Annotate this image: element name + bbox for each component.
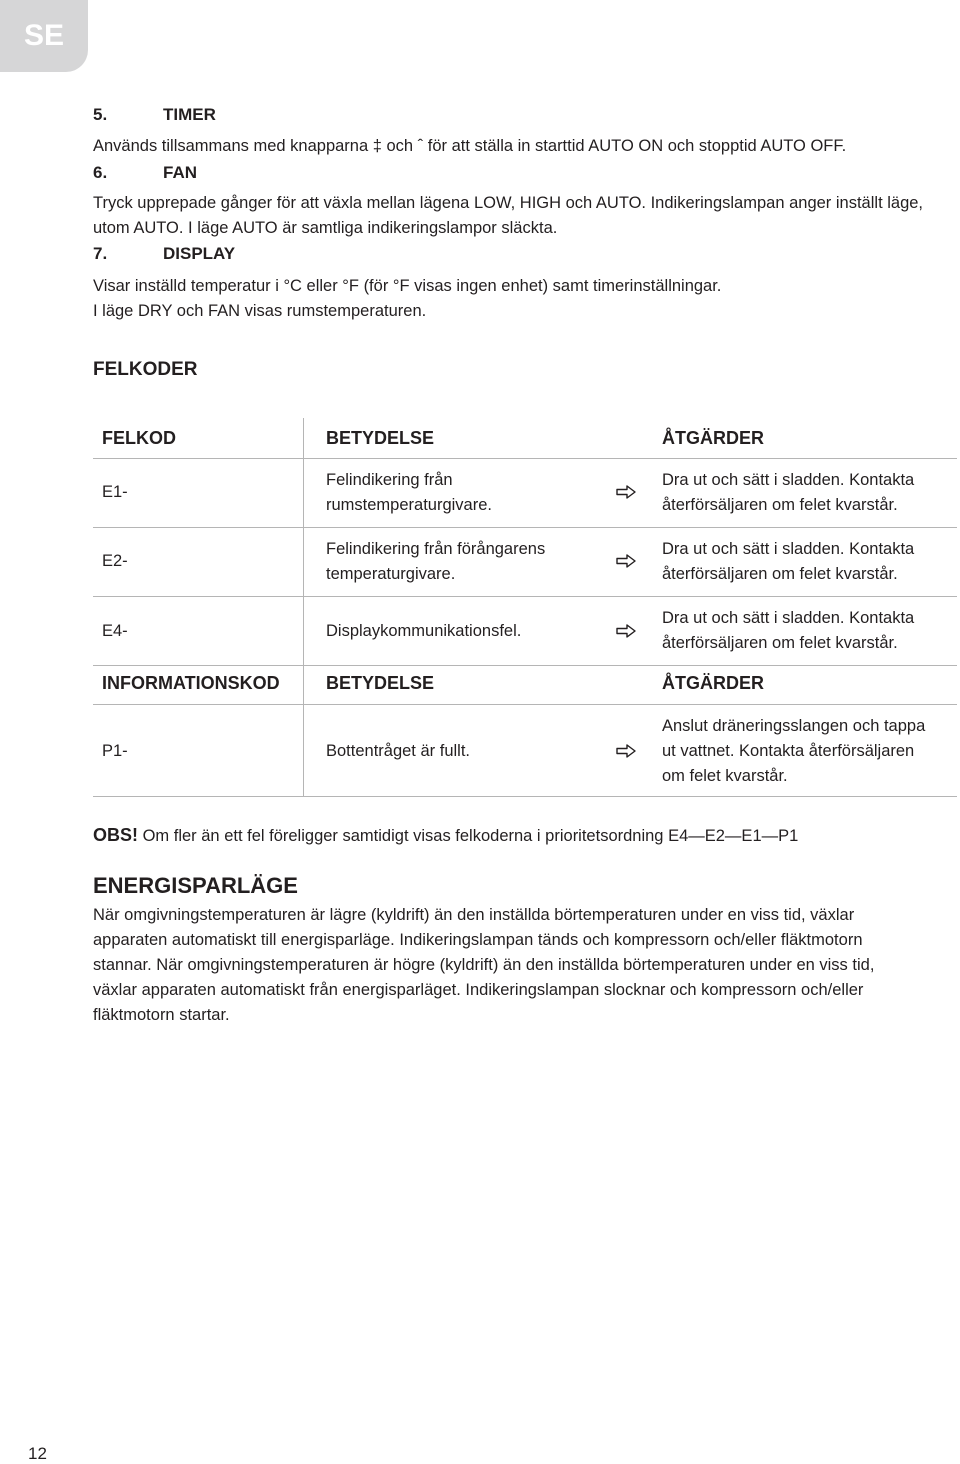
row-e1-code: E1- — [102, 483, 128, 501]
row-e1-action-line2: återförsäljaren om felet kvarstår. — [662, 496, 898, 514]
energy-line3: stannar. När omgivningstemperaturen är högre (kyldrift) än den inställda börtemperaturen under en viss tid, — [93, 956, 875, 974]
section7-line1: Visar inställd temperatur i °C eller °F (för °F visas ingen enhet) samt timerinställningar. — [93, 277, 722, 295]
header-atgarder-info: ÅTGÄRDER — [662, 673, 764, 693]
energy-heading: ENERGISPARLÄGE — [93, 873, 298, 898]
energy-line4: växlar apparaten automatiskt från energisparläget. Indikeringslampan slocknar och kompressorn och/eller — [93, 981, 864, 999]
section6-number: 6. — [93, 163, 108, 182]
section7-title: DISPLAY — [163, 244, 236, 263]
arrow-right-icon — [616, 554, 636, 568]
section5-number: 5. — [93, 105, 108, 124]
section6-title: FAN — [163, 163, 197, 182]
header-informationskod: INFORMATIONSKOD — [102, 673, 280, 693]
row-e4-code: E4- — [102, 622, 128, 640]
row-p1-meaning: Bottentråget är fullt. — [326, 742, 470, 760]
header-atgarder: ÅTGÄRDER — [662, 428, 764, 448]
row-p1-action-line2: ut vattnet. Kontakta återförsäljaren — [662, 742, 915, 760]
section5-title: TIMER — [163, 105, 216, 124]
obs-note — [93, 825, 798, 846]
row-p1-code: P1- — [102, 742, 128, 760]
table-column-divider — [303, 418, 304, 797]
section5-text: Används tillsammans med knapparna ‡ och ˆ för att ställa in starttid AUTO ON och stopptid AUTO OFF. — [93, 137, 847, 155]
energy-line2: apparaten automatiskt till energisparläge. Indikeringslampan tänds och kompressorn och/eller fläktmotorn — [93, 931, 863, 949]
table-row-rule — [93, 596, 957, 597]
table-bottom-rule — [93, 796, 957, 797]
row-p1-action-line3: om felet kvarstår. — [662, 767, 788, 785]
row-e4-action-line2: återförsäljaren om felet kvarstår. — [662, 634, 898, 652]
section6-line2: utom AUTO. I läge AUTO är samtliga indikeringslampor släckta. — [93, 219, 558, 237]
row-e1-action-line1: Dra ut och sätt i sladden. Kontakta — [662, 471, 915, 489]
row-e1-meaning-line1: Felindikering från — [326, 471, 453, 489]
obs-text: Om fler än ett fel föreligger samtidigt visas felkoderna i prioritetsordning E4—E2—E1—P1 — [138, 827, 799, 845]
energy-line1: När omgivningstemperaturen är lägre (kyldrift) än den inställda börtemperaturen under en viss tid, växlar — [93, 906, 855, 924]
row-e2-meaning-line2: temperaturgivare. — [326, 565, 456, 583]
arrow-right-icon — [616, 744, 636, 758]
arrow-right-icon — [616, 485, 636, 499]
header-betydelse: BETYDELSE — [326, 428, 435, 448]
table-row-rule — [93, 665, 957, 666]
section6-line1: Tryck upprepade gånger för att växla mellan lägena LOW, HIGH och AUTO. Indikeringslampan anger inställt läge, — [93, 194, 924, 212]
row-e2-meaning-line1: Felindikering från förångarens — [326, 540, 546, 558]
felkoder-heading: FELKODER — [93, 359, 198, 380]
arrow-right-icon — [616, 624, 636, 638]
header-felkod: FELKOD — [102, 428, 176, 448]
table-header-rule — [93, 458, 957, 459]
energy-line5: fläktmotorn startar. — [93, 1006, 230, 1024]
row-e2-action-line2: återförsäljaren om felet kvarstår. — [662, 565, 898, 583]
table-row-rule — [93, 704, 957, 705]
obs-label: OBS! — [93, 825, 138, 845]
language-tab: SE — [0, 0, 88, 72]
row-e2-code: E2- — [102, 552, 128, 570]
header-betydelse-info: BETYDELSE — [326, 673, 435, 693]
row-e1-meaning-line2: rumstemperaturgivare. — [326, 496, 492, 514]
row-e4-action-line1: Dra ut och sätt i sladden. Kontakta — [662, 609, 915, 627]
section7-line2: I läge DRY och FAN visas rumstemperaturen. — [93, 302, 427, 320]
table-row-rule — [93, 527, 957, 528]
row-p1-action-line1: Anslut dräneringsslangen och tappa — [662, 717, 926, 735]
row-e4-meaning: Displaykommunikationsfel. — [326, 622, 522, 640]
page-number: 12 — [28, 1444, 47, 1463]
section7-number: 7. — [93, 244, 108, 263]
row-e2-action-line1: Dra ut och sätt i sladden. Kontakta — [662, 540, 915, 558]
